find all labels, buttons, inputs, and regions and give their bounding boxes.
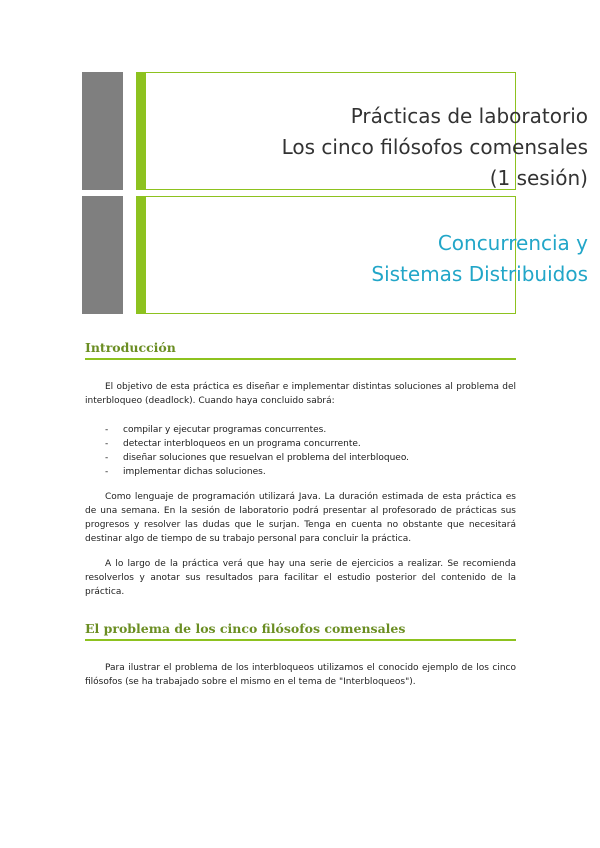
header-gray-block-bottom (82, 196, 123, 314)
objectives-list (85, 423, 516, 479)
subtitle-line: Sistemas Distribuidos (371, 262, 588, 286)
section-heading-filosofos: El problema de los cinco filósofos comensales (85, 621, 516, 641)
section-heading-introduccion: Introducción (85, 340, 516, 360)
title-line: Prácticas de laboratorio (350, 104, 588, 128)
paragraph: A lo largo de la práctica verá que hay una serie de ejercicios a realizar. Se recomienda resolverlos y anotar sus resultados para facilitar el estudio posterior del contenido de la práctica. (85, 559, 516, 597)
header-green-bar-bottom (136, 196, 146, 314)
list-item: - diseñar soluciones que resuelvan el problema del interbloqueo. (105, 453, 410, 463)
paragraph: Para ilustrar el problema de los interbloqueos utilizamos el conocido ejemplo de los cinco filósofos (se ha trabajado sobre el mismo en el tema de "Interbloqueos"). (85, 663, 516, 687)
subtitle-line: Concurrencia y (437, 231, 588, 255)
paragraph: Como lenguaje de programación utilizará Java. La duración estimada de esta práctica es de una semana. En la sesión de laboratorio podrá presentar al profesorado de prácticas sus progresos y resolver las dudas que le surjan. Tenga en cuenta no obstante que necesitará destinar algo de tiempo de su trabajo personal para concluir la práctica. (85, 492, 516, 544)
title-line: Los cinco filósofos comensales (281, 135, 588, 159)
header-green-bar-top (136, 72, 146, 190)
header-gray-block-top (82, 72, 123, 190)
paragraph: El objetivo de esta práctica es diseñar e implementar distintas soluciones al problema del interbloqueo (deadlock). Cuando haya concluido sabrá: (85, 382, 516, 406)
list-item: - implementar dichas soluciones. (105, 467, 266, 477)
title-line: (1 sesión) (489, 166, 588, 190)
list-item: - detectar interbloqueos en un programa concurrente. (105, 439, 361, 449)
list-item: - compilar y ejecutar programas concurrentes. (105, 425, 327, 435)
